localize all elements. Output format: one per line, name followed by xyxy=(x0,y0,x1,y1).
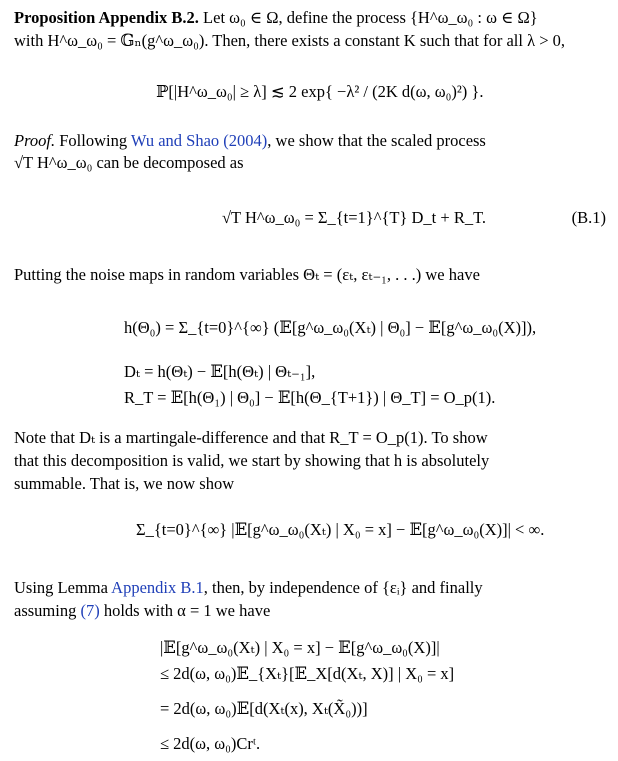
equation-b1: √T H^ω_ω₀ = Σ_{t=1}^{T} D_t + R_T. xyxy=(222,208,487,227)
note-line-2: that this decomposition is valid, we start by showing that h is absolutely xyxy=(14,451,490,470)
proof-line-1 xyxy=(14,131,606,151)
assumption-line xyxy=(14,601,606,621)
proposition-text-1: Let ω₀ ∈ Ω, define the process {H^ω_ω₀ : ω ∈ Ω} xyxy=(203,8,538,27)
equation-h: h(Θ₀) = Σ_{t=0}^{∞} (𝔼[g^ω_ω₀(Xₜ) | Θ₀] − 𝔼[g^ω_ω₀(X)]), xyxy=(124,318,537,337)
proposition-heading: Proposition Appendix B.2. xyxy=(14,8,199,27)
proof-line-2: √T H^ω_ω₀ can be decomposed as xyxy=(14,153,244,172)
citation-year[interactable]: (2004) xyxy=(223,131,268,150)
proposition-line-1 xyxy=(14,8,606,28)
proof-text-b: , we show that the scaled process xyxy=(267,131,486,150)
lemma-reference[interactable]: Appendix B.1 xyxy=(111,578,204,597)
proof-label: Proof. xyxy=(14,131,56,150)
citation-authors[interactable]: Wu and Shao xyxy=(130,131,220,150)
note-line-1: Note that Dₜ is a martingale-difference and that R_T = O_p(1). To show xyxy=(14,428,488,447)
proposition-line-2: with H^ω_ω₀ = 𝔾ₙ(g^ω_ω₀). Then, there exists a constant K such that for all λ > 0, xyxy=(14,31,565,50)
equation-summability: Σ_{t=0}^{∞} |𝔼[g^ω_ω₀(Xₜ) | X₀ = x] − 𝔼[g^ω_ω₀(X)]| < ∞. xyxy=(136,520,545,539)
lemma-text-a: Using Lemma xyxy=(14,578,108,597)
assume-text-b: holds with α = 1 we have xyxy=(103,601,271,620)
proof-text-a: Following xyxy=(59,131,128,150)
proposition-equation: ℙ[|H^ω_ω₀| ≥ λ] ≲ 2 exp{ −λ² / (2K d(ω, ω₀)²) }. xyxy=(156,82,484,101)
equation-number-b1: (B.1) xyxy=(571,208,606,227)
equation-r: R_T = 𝔼[h(Θ₁) | Θ₀] − 𝔼[h(Θ_{T+1}) | Θ_T] = O_p(1). xyxy=(124,388,496,407)
note-line-3: summable. That is, we now show xyxy=(14,474,235,493)
chain-line-3: = 2d(ω, ω₀)𝔼[d(Xₜ(x), Xₜ(X̃₀))] xyxy=(160,699,368,718)
lemma-line xyxy=(14,578,606,598)
noise-sentence: Putting the noise maps in random variables Θₜ = (εₜ, εₜ₋₁, . . .) we have xyxy=(14,265,480,284)
chain-line-2: ≤ 2d(ω, ω₀)𝔼_{Xₜ}[𝔼_X[d(Xₜ, X)] | X₀ = x] xyxy=(160,664,455,683)
assumption-reference[interactable]: (7) xyxy=(80,601,100,620)
chain-line-4: ≤ 2d(ω, ω₀)Crᵗ. xyxy=(160,734,261,753)
assume-text-a: assuming xyxy=(14,601,77,620)
lemma-text-b: , then, by independence of {εᵢ} and finally xyxy=(203,578,483,597)
chain-line-1: |𝔼[g^ω_ω₀(Xₜ) | X₀ = x] − 𝔼[g^ω_ω₀(X)]| xyxy=(160,638,440,657)
equation-d: Dₜ = h(Θₜ) − 𝔼[h(Θₜ) | Θₜ₋₁], xyxy=(124,362,316,381)
